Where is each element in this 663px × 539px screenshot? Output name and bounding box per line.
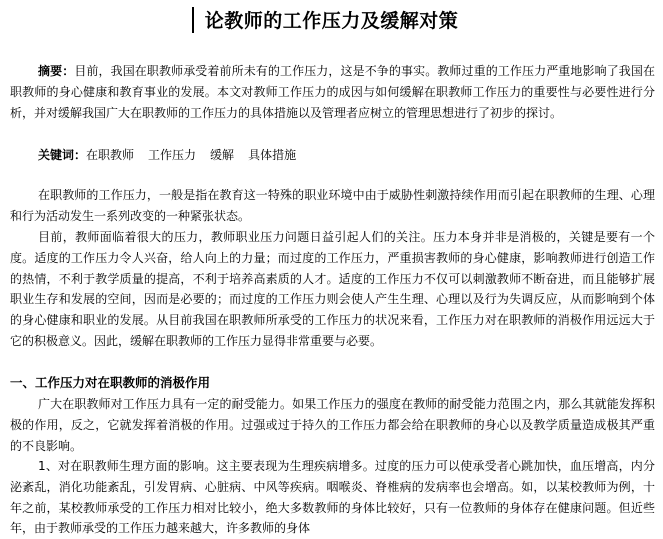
keyword-item: 工作压力 [148,148,197,162]
abstract-text: 目前，我国在职教师承受着前所未有的工作压力，这是不争的事实。教师过重的工作压力严重地影响了我国在职教师的身心健康和教育事业的发展。本文对教师工作压力的成因与如何缓解在职教师工作压力的重要性与必要性进行分析，并对缓解我国广大在职教师的工作压力的具体措施以及管理者应树立的管理思想进行了初步的探讨。 [10,64,655,120]
body-paragraph-physiology: 1、对在职教师生理方面的影响。这主要表现为生理疾病增多。过度的压力可以使承受者心跳加快，血压增高，内分泌紊乱，消化功能紊乱，引发胃病、心脏病、中风等疾病。咽喉炎、脊椎病的发病率也会增高。如，以某校教师为例，十年之前，某校教师承受的工作压力相对比较小，绝大多数教师的身体比较好，只有一位教师的身体存在健康问题。但近些年，由于教师承受的工作压力越来越大，许多教师的身体 [10,459,655,536]
keyword-item: 具体措施 [248,148,297,162]
body-paragraph-tolerance: 广大在职教师对工作压力具有一定的耐受能力。如果工作压力的强度在教师的耐受能力范围之内，那么其就能发挥积极的作用，反之，它就发挥着消极的作用。过强或过于持久的工作压力都会给在职教师的身心以及教学质量造成极其严重的不良影响。 [10,397,655,453]
body-paragraph-pressure: 目前，教师面临着很大的压力，教师职业压力问题日益引起人们的关注。压力本身并非是消极的，关键是要有一个度。适度的工作压力令人兴奋，给人向上的力量；而过度的工作压力，严重损害教师的身心健康，影响教师进行创造工作的热情，不利于教学质量的提高，不利于培养高素质的人才。适度的工作压力不仅可以刺激教师不断奋进，而且能够扩展职业生存和发展的空间，因而是必要的；而过度的工作压力则会使人产生生理、心理以及行为失调反应，从而影响到个体的身心健康和职业的发展。从目前我国在职教师所承受的工作压力的状况来看，工作压力对在职教师的消极作用远远大于它的积极意义。因此，缓解在职教师的工作压力显得非常重要与必要。 [10,230,655,348]
abstract-label: 摘要： [38,64,75,78]
abstract-paragraph [10,61,655,123]
keywords-label: 关键词： [38,148,87,162]
keywords-paragraph [10,145,655,166]
section-heading: 一、工作压力对在职教师的消极作用 [10,375,211,390]
keyword-item: 在职教师 [86,148,135,162]
keyword-item: 缓解 [210,148,235,162]
body-paragraph-definition: 在职教师的工作压力，一般是指在教育这一特殊的职业环境中由于威胁性刺激持续作用而引起在职教师的生理、心理和行为活动发生一系列改变的一种紧张状态。 [10,188,655,223]
document-title: 论教师的工作压力及缓解对策 [204,10,459,32]
